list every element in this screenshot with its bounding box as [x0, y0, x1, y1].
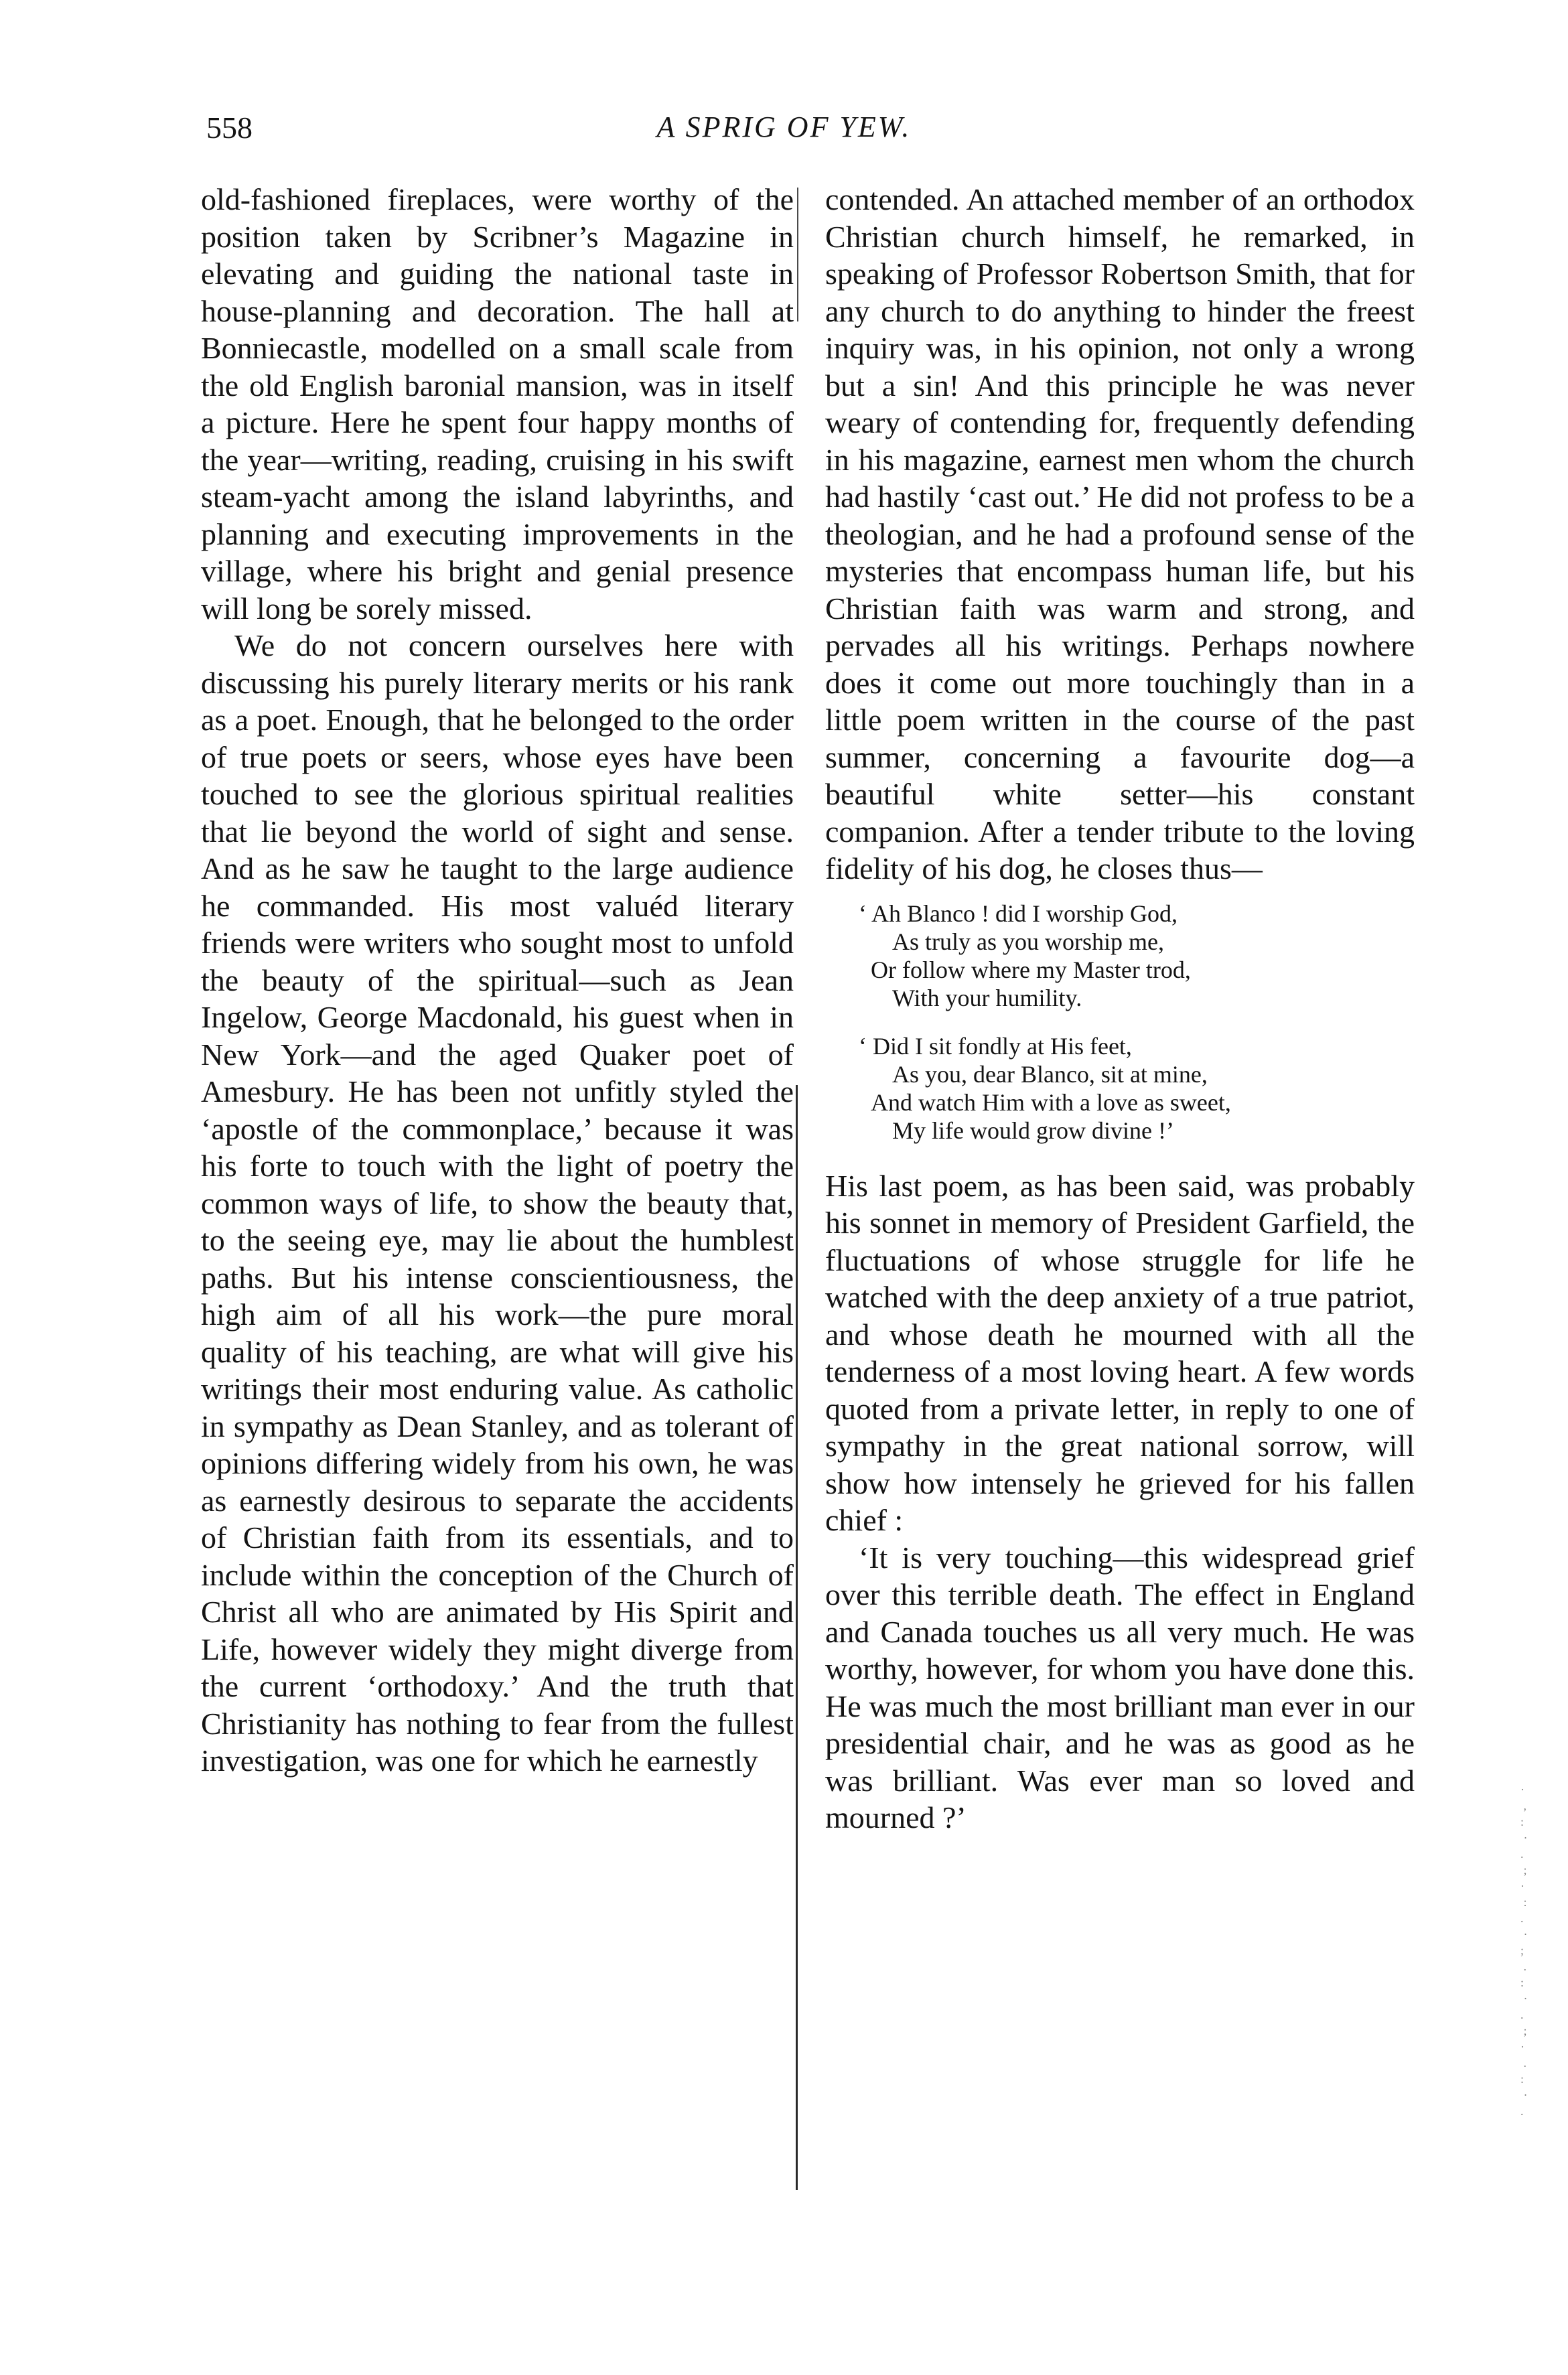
paragraph-letter-quote: ‘It is very touching—this widespread grief over this terrible death. The effect in England and Canada touches us all very much. He was worthy, however, for whom you have done this. He was much the most brilliant man ever in our presidential chair, and he was as good as he was brilliant. Was ever man so loved and mourned ?’	[825, 1540, 1415, 1834]
poem-line: ‘ Did I sit fondly at His feet,	[859, 1032, 1132, 1060]
poem-line: And watch Him with a love as sweet,	[871, 1088, 1231, 1116]
left-column	[201, 181, 794, 1780]
poem-line: As you, dear Blanco, sit at mine,	[892, 1060, 1208, 1088]
poem-line: My life would grow divine !’	[892, 1117, 1174, 1144]
running-head: A SPRIG OF YEW.	[656, 111, 912, 143]
blanco-poem	[825, 899, 1415, 1145]
paragraph-bonniecastle: old-fashioned fireplaces, were worthy of the position taken by Scribner’s Magazine in elevating and guiding the national taste in house-planning and decoration. The hall at Bonniecastle, modelled on a small scale from the old English baronial mansion, was in itself a picture. Here he spent four happy months of the year—writing, reading, cruising in his swift steam-yacht among the island labyrinths, and planning and executing improvements in the village, where his bright and genial presence will long be sorely missed.	[201, 182, 794, 626]
margin-specks-decoration: · , : · . ; · : . · ; . : · . ; · . : · .	[1520, 1783, 1528, 2118]
paragraph-orthodox: contended. An attached member of an orthodox Christian church himself, he remarked, in speaking of Professor Robertson Smith, that for any church to do anything to hinder the freest inquiry was, in his opinion, not only a wrong but a sin! And this principle he was never weary of contending for, frequently defending in his magazine, earnest men whom the church had hastily ‘cast out.’ He did not profess to be a theologian, and he had a profound sense of the mysteries that encompass human life, but his Christian faith was warm and strong, and pervades all his writings. Perhaps nowhere does it come out more touchingly than in a little poem written in the course of the past summer, concerning a favourite dog—a beautiful white setter—his constant companion. After a tender tribute to the loving fidelity of his dog, he closes thus—	[825, 182, 1415, 885]
poem-line: Or follow where my Master trod,	[871, 956, 1191, 983]
column-divider	[796, 1085, 798, 2190]
paragraph-garfield: His last poem, as has been said, was probably his sonnet in memory of President Garfield, the fluctuations of whose struggle for life he watched with the deep anxiety of a true patriot, and whose death he mourned with all the tenderness of a most loving heart. A few words quoted from a private letter, in reply to one of sympathy in the great national sorrow, will show how intensely he grieved for his fallen chief :	[825, 1168, 1415, 1537]
poem-stanza-1	[825, 899, 1415, 1012]
right-column	[825, 181, 1415, 1837]
page-number: 558	[206, 111, 253, 145]
poem-line: ‘ Ah Blanco ! did I worship God,	[859, 899, 1178, 927]
poem-line: With your humility.	[892, 984, 1082, 1011]
poem-line: As truly as you worship me,	[892, 928, 1164, 955]
poem-stanza-2	[825, 1032, 1415, 1145]
column-divider-top	[797, 188, 798, 321]
paragraph-literary-merits: We do not concern ourselves here with discussing his purely literary merits or his rank as a poet. Enough, that he belonged to the order of true poets or seers, whose eyes have been touched to see the glorious spiritual realities that lie beyond the world of sight and sense. And as he saw he taught to the large audience he commanded. His most valuéd literary friends were writers who sought most to unfold the beauty of the spiritual—such as Jean Ingelow, George Macdonald, his guest when in New York—and the aged Quaker poet of Amesbury. He has been not unfitly styled the ‘apostle of the commonplace,’ because it was his forte to touch with the light of poetry the common ways of life, to show the beauty that, to the seeing eye, may lie about the humblest paths. But his intense conscientiousness, the high aim of all his work—the pure moral quality of his teaching, are what will give his writings their most enduring value. As catholic in sympathy as Dean Stanley, and as tolerant of opinions differing widely from his own, he was as earnestly desirous to separate the accidents of Christian faith from its essentials, and to include within the conception of the Church of Christ all who are animated by His Spirit and Life, however widely they might diverge from the current ‘orthodoxy.’ And the truth that Christianity has nothing to fear from the fullest investigation, was one for which he earnestly	[201, 628, 794, 1778]
